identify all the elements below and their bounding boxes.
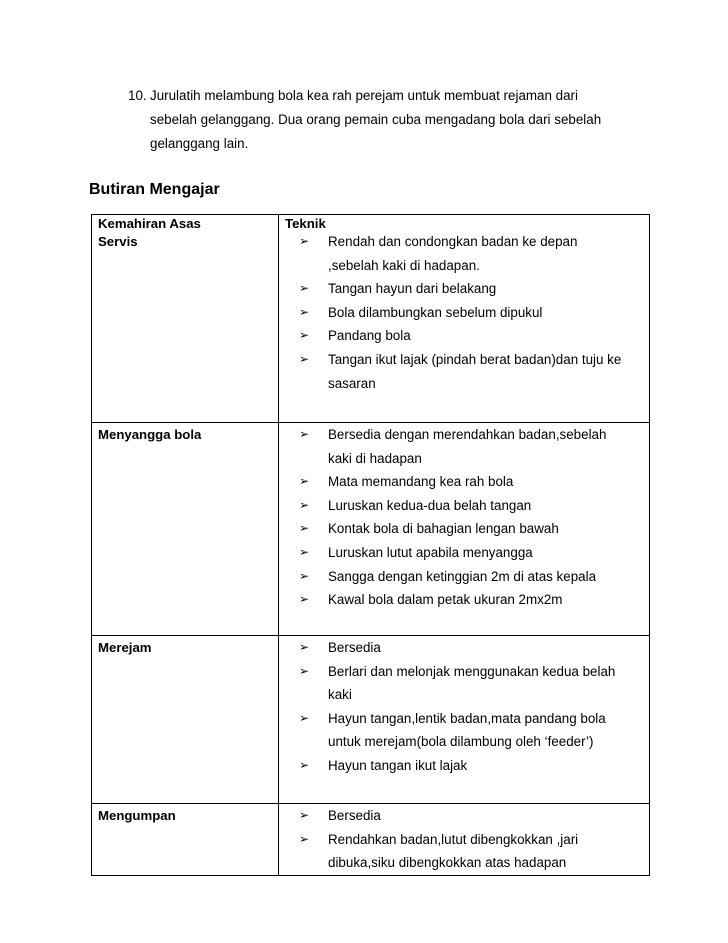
arrowhead-bullet-icon: ➢ — [298, 328, 310, 343]
technique-text: Tangan hayun dari belakang — [328, 281, 497, 297]
skill-name: Servis — [92, 230, 279, 423]
technique-item — [279, 754, 641, 778]
table-row — [92, 636, 650, 804]
section-heading: Butiran Mengajar — [89, 181, 220, 198]
technique-item — [279, 494, 641, 518]
arrowhead-bullet-icon: ➢ — [298, 640, 310, 654]
technique-text: Pandang bola — [328, 328, 411, 344]
arrowhead-bullet-icon: ➢ — [298, 427, 310, 441]
technique-item — [279, 804, 641, 828]
technique-item — [279, 707, 641, 754]
technique-item — [279, 470, 641, 494]
header-skill: Kemahiran Asas — [92, 215, 279, 231]
technique-text: kaki di hadapan — [328, 450, 422, 466]
skill-name: Menyangga bola — [92, 423, 279, 636]
arrowhead-bullet-icon: ➢ — [298, 474, 310, 489]
technique-cell — [279, 423, 650, 636]
technique-item — [279, 660, 641, 707]
table-row — [92, 230, 650, 423]
technique-list — [279, 804, 641, 875]
technique-cell — [279, 804, 650, 876]
technique-item — [279, 301, 641, 325]
intro-line: sebelah gelanggang. Dua orang pemain cuba mengadang bola dari sebelah — [150, 112, 602, 127]
technique-text: kaki — [328, 687, 352, 703]
arrowhead-bullet-icon: ➢ — [298, 568, 310, 583]
technique-text: untuk merejam(bola dilambung oleh ‘feeder’) — [328, 734, 594, 750]
table-row — [92, 804, 650, 876]
arrowhead-bullet-icon: ➢ — [298, 757, 310, 772]
technique-text: Bersedia — [328, 640, 381, 655]
technique-item — [279, 324, 641, 348]
table-body — [92, 230, 650, 875]
table-header-row — [92, 215, 650, 231]
technique-item — [279, 541, 641, 565]
technique-list — [279, 230, 641, 409]
technique-item — [279, 565, 641, 589]
arrowhead-bullet-icon: ➢ — [298, 710, 310, 725]
technique-text: Rendah dan condongkan badan ke depan — [328, 234, 578, 249]
intro-line: gelanggang lain. — [150, 136, 249, 151]
technique-list — [279, 636, 641, 792]
technique-text: Hayun tangan,lentik badan,mata pandang bola — [328, 710, 606, 726]
technique-text: Berlari dan melonjak menggunakan kedua belah — [328, 663, 616, 679]
technique-item — [279, 230, 641, 277]
skill-name: Mengumpan — [92, 804, 279, 876]
technique-text: Rendahkan badan,lutut dibengkokkan ,jari — [328, 831, 579, 847]
technique-text: Bersedia — [328, 808, 381, 823]
technique-text: dibuka,siku dibengkokkan atas hadapan — [328, 855, 567, 871]
technique-cell — [279, 230, 650, 423]
technique-item — [279, 348, 641, 395]
technique-item — [279, 588, 641, 612]
arrowhead-bullet-icon: ➢ — [298, 234, 310, 248]
technique-list — [279, 423, 641, 626]
technique-item — [279, 828, 641, 875]
technique-item — [279, 636, 641, 660]
skill-name: Merejam — [92, 636, 279, 804]
skills-table — [91, 214, 650, 876]
technique-item — [279, 517, 641, 541]
technique-text: Mata memandang kea rah bola — [328, 474, 514, 490]
arrowhead-bullet-icon: ➢ — [298, 808, 310, 822]
technique-text: Sangga dengan ketinggian 2m di atas kepala — [328, 568, 597, 584]
technique-item — [279, 277, 641, 301]
technique-text: Luruskan lutut apabila menyangga — [328, 544, 533, 560]
arrowhead-bullet-icon: ➢ — [298, 497, 310, 512]
arrowhead-bullet-icon: ➢ — [298, 521, 310, 536]
technique-text: Tangan ikut lajak (pindah berat badan)dan tuju ke — [328, 351, 622, 367]
intro-list-item — [128, 84, 668, 156]
header-technique: Teknik — [279, 215, 650, 231]
arrowhead-bullet-icon: ➢ — [298, 351, 310, 366]
technique-cell — [279, 636, 650, 804]
technique-text: Kawal bola dalam petak ukuran 2mx2m — [328, 592, 563, 608]
arrowhead-bullet-icon: ➢ — [298, 281, 310, 296]
arrowhead-bullet-icon: ➢ — [298, 592, 310, 607]
arrowhead-bullet-icon: ➢ — [298, 831, 310, 846]
intro-line: Jurulatih melambung bola kea rah perejam untuk membuat rejaman dari — [150, 88, 578, 103]
technique-text: Kontak bola di bahagian lengan bawah — [328, 521, 559, 537]
technique-text: Bersedia dengan merendahkan badan,sebelah — [328, 427, 607, 442]
arrowhead-bullet-icon: ➢ — [298, 663, 310, 678]
technique-text: Hayun tangan ikut lajak — [328, 757, 468, 773]
table-row — [92, 423, 650, 636]
arrowhead-bullet-icon: ➢ — [298, 304, 310, 319]
arrowhead-bullet-icon: ➢ — [298, 544, 310, 559]
list-number: 10. — [128, 88, 147, 103]
technique-text: ,sebelah kaki di hadapan. — [328, 257, 480, 273]
technique-item — [279, 423, 641, 470]
intro-text — [150, 84, 668, 156]
technique-text: Bola dilambungkan sebelum dipukul — [328, 304, 543, 320]
technique-text: Luruskan kedua-dua belah tangan — [328, 497, 532, 513]
technique-text: sasaran — [328, 375, 376, 391]
